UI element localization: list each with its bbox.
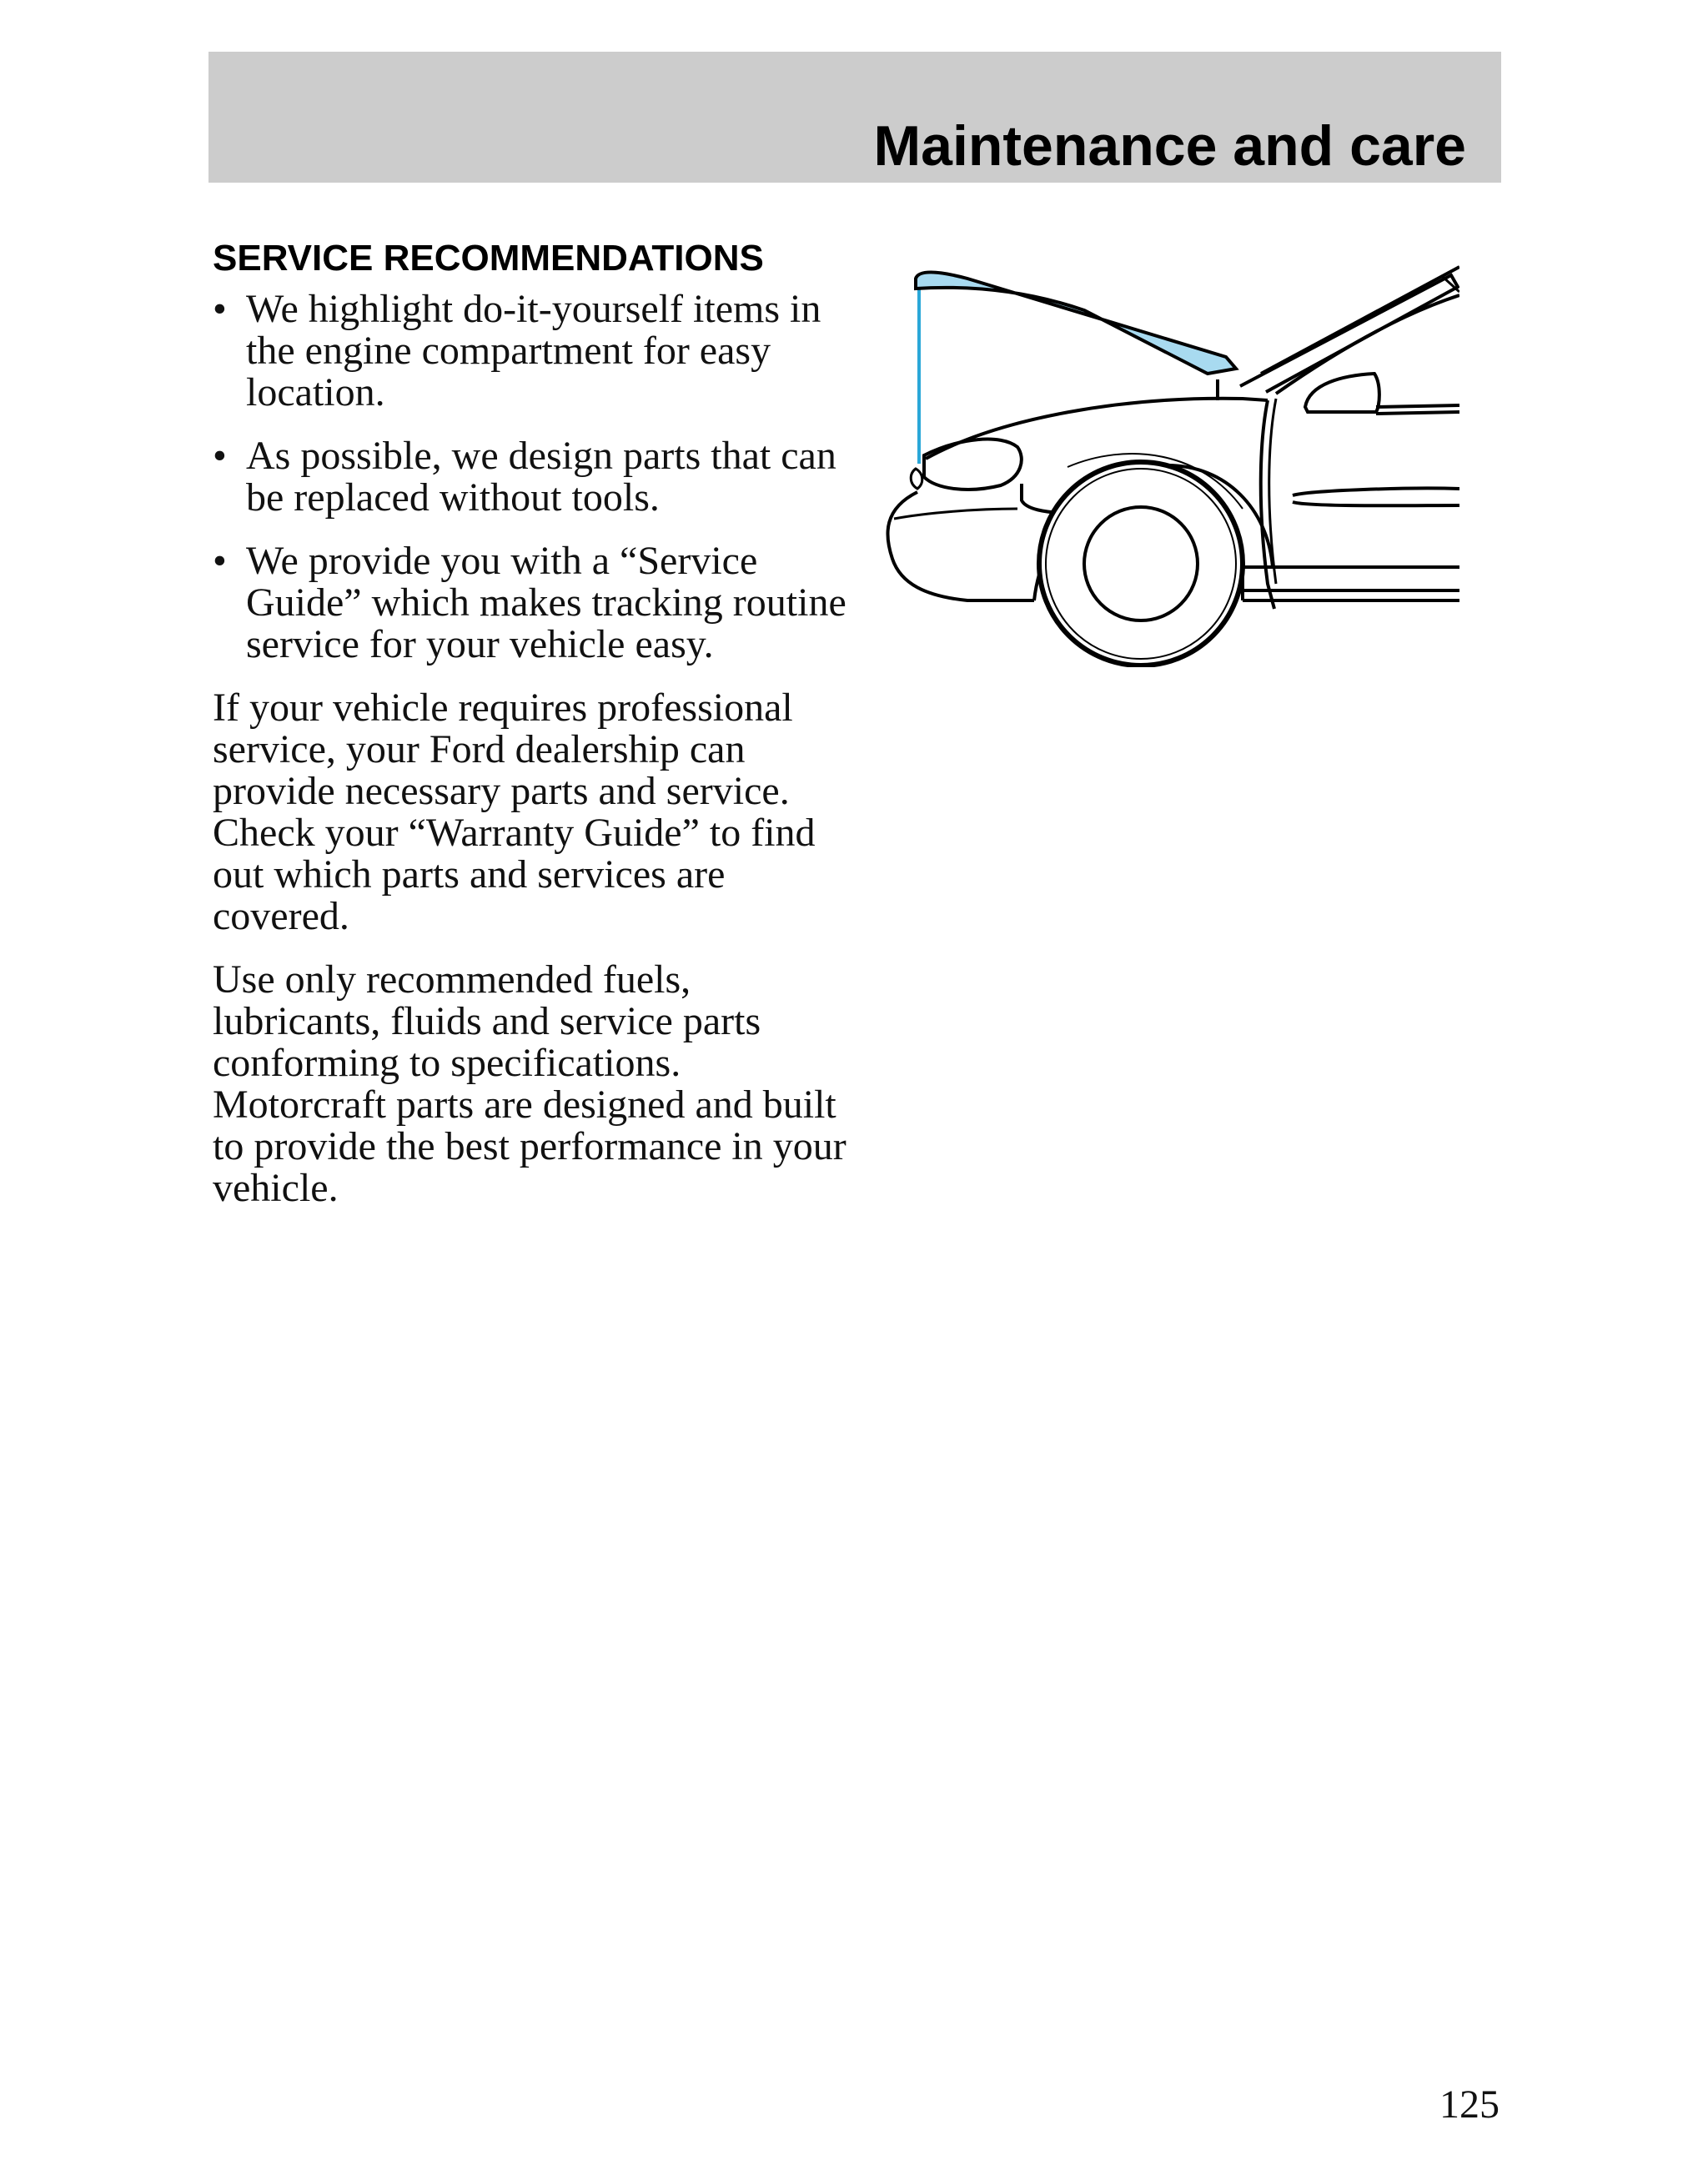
section-header-band: [208, 52, 1501, 183]
bullet-list: [213, 289, 846, 666]
bullet-icon: •: [213, 287, 227, 331]
car-open-hood-icon: [876, 259, 1459, 667]
bullet-item: [213, 540, 846, 666]
bullet-item: [213, 435, 846, 519]
bullet-icon: •: [213, 539, 227, 583]
bullet-text: We provide you with a “Service Guide” which makes tracking routine service for your vehicle easy.: [246, 539, 846, 666]
body-paragraph: Use only recommended fuels, lubricants, fluids and service parts conforming to specifications. Motorcraft parts are designed and built to provide the best performance in your vehicle.: [213, 957, 846, 1210]
car-open-hood-illustration: [876, 259, 1459, 667]
bullet-text: We highlight do-it-yourself items in the engine compartment for easy location.: [246, 287, 821, 414]
content-column: [213, 235, 846, 1231]
bullet-item: [213, 289, 846, 414]
bullet-text: As possible, we design parts that can be replaced without tools.: [246, 434, 836, 520]
section-heading: SERVICE RECOMMENDATIONS: [213, 238, 764, 279]
page-title: Maintenance and care: [873, 114, 1466, 178]
page-number: 125: [1439, 2082, 1500, 2127]
body-paragraph: If your vehicle requires professional service, your Ford dealership can provide necessary parts and service. Check your “Warranty Guide” to find out which parts and services are covered.: [213, 686, 816, 938]
bullet-icon: •: [213, 434, 227, 478]
